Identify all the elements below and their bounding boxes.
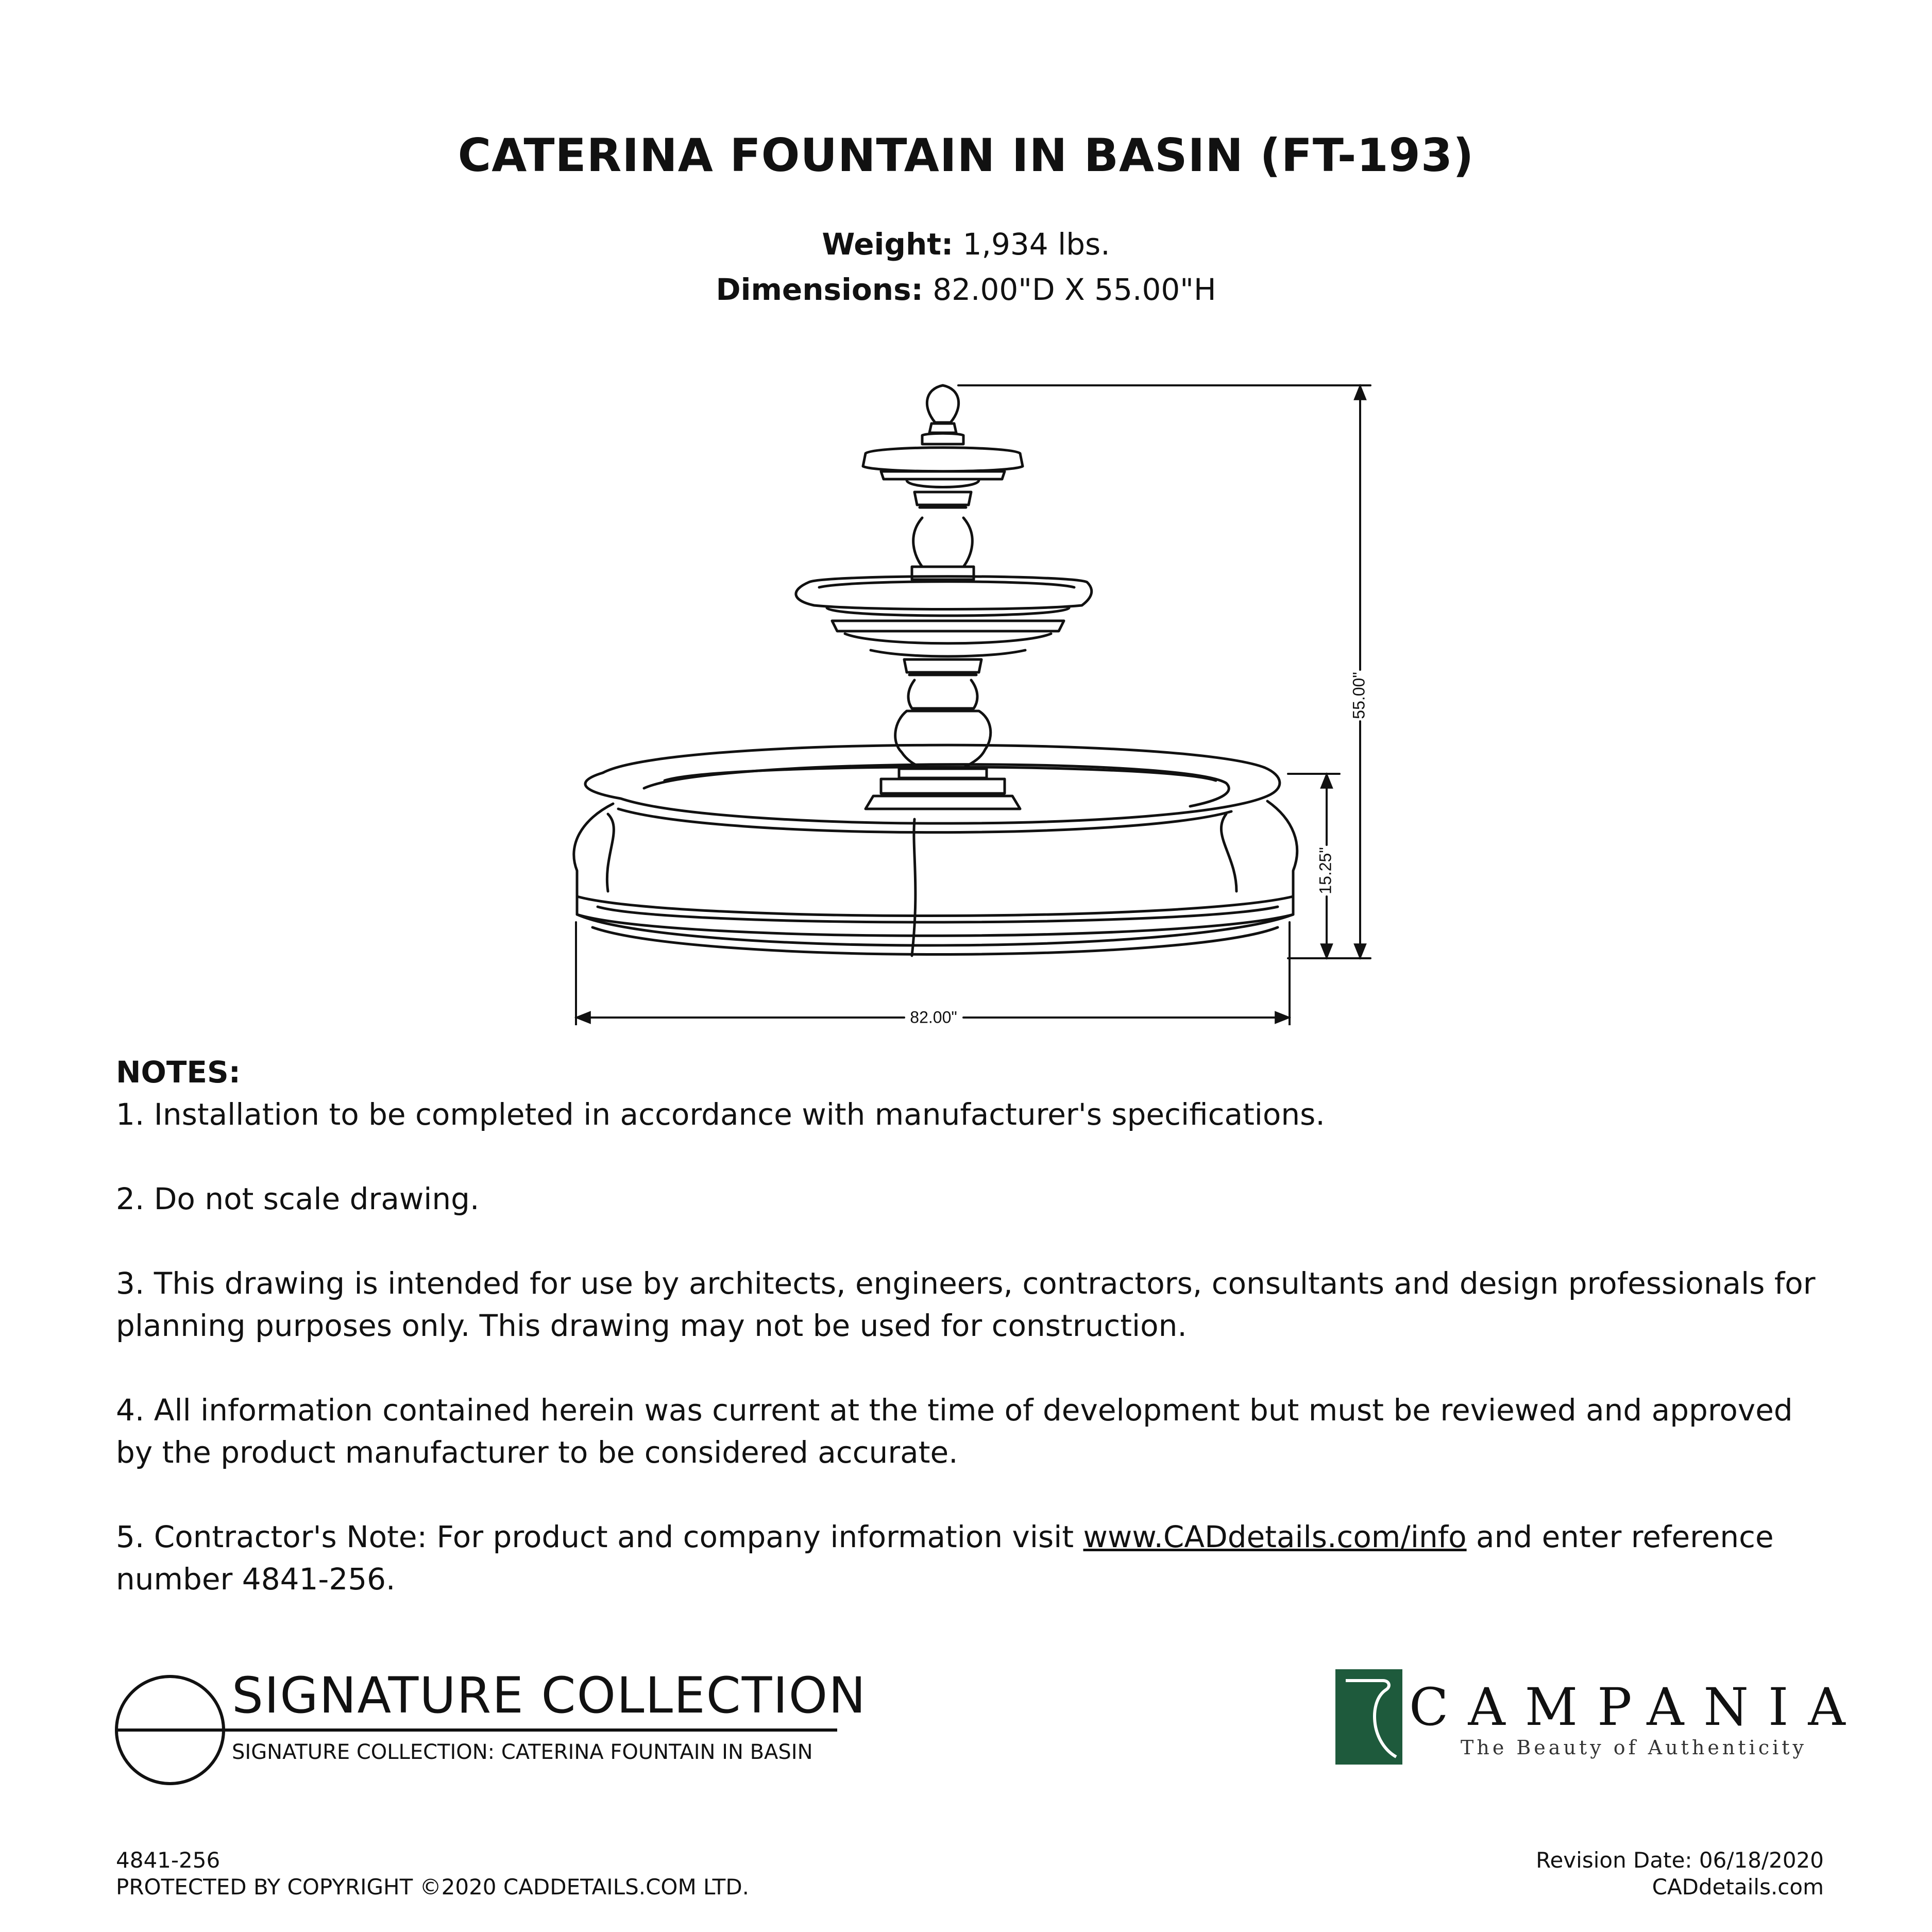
weight-value: 1,934 lbs. — [953, 227, 1110, 262]
dimensions-line — [0, 272, 1932, 307]
signature-subtitle: SIGNATURE COLLECTION: CATERINA FOUNTAIN IN BASIN — [232, 1740, 813, 1764]
footer-left — [116, 1847, 749, 1901]
copyright-text: PROTECTED BY COPYRIGHT ©2020 CADDETAILS.COM LTD. — [116, 1874, 750, 1900]
note-4: 4. All information contained herein was current at the time of development but must be reviewed and approved by the product manufacturer to be considered accurate. — [116, 1393, 1793, 1470]
caddetails-info-link[interactable]: www.CADdetails.com/info — [1083, 1519, 1467, 1554]
dimensions-value: 82.00"D X 55.00"H — [923, 272, 1216, 307]
reference-number: 4841-256 — [116, 1848, 221, 1873]
page-title: CATERINA FOUNTAIN IN BASIN (FT-193) — [457, 129, 1475, 182]
note-3: 3. This drawing is intended for use by architects, engineers, contractors, consultants and design professionals for planning purposes only. This drawing may not be used for construction. — [116, 1266, 1816, 1343]
note-5-text-b: and enter reference number 4841-256. — [116, 1519, 1774, 1597]
brand-tagline: The Beauty of Authenticity — [1461, 1736, 1807, 1759]
signature-divider — [180, 1728, 837, 1732]
dim-height-basin: 15.25" — [1316, 847, 1335, 894]
note-5 — [116, 1516, 1816, 1600]
revision-date: Revision Date: 06/18/2020 — [1536, 1848, 1824, 1873]
weight-line — [0, 227, 1932, 262]
fountain-outline — [574, 385, 1297, 956]
fountain-drawing — [556, 371, 1391, 1025]
site-url: CADdetails.com — [1652, 1874, 1824, 1900]
dim-width: 82.00" — [910, 1008, 957, 1025]
brand-name: CAMPANIA — [1409, 1677, 1865, 1737]
signature-title: SIGNATURE COLLECTION — [232, 1667, 867, 1724]
footer-right — [1536, 1847, 1824, 1901]
notes-heading: NOTES: — [116, 1055, 241, 1090]
note-1: 1. Installation to be completed in accordance with manufacturer's specifications. — [116, 1097, 1325, 1132]
note-5-text-a: 5. Contractor's Note: For product and company information visit — [116, 1519, 1083, 1554]
notes-section — [116, 1051, 1816, 1642]
campania-logo-icon — [1335, 1669, 1402, 1765]
dim-height-total: 55.00" — [1349, 672, 1368, 719]
note-2: 2. Do not scale drawing. — [116, 1181, 480, 1216]
dimensions-label: Dimensions: — [716, 272, 923, 307]
weight-label: Weight: — [822, 227, 954, 262]
